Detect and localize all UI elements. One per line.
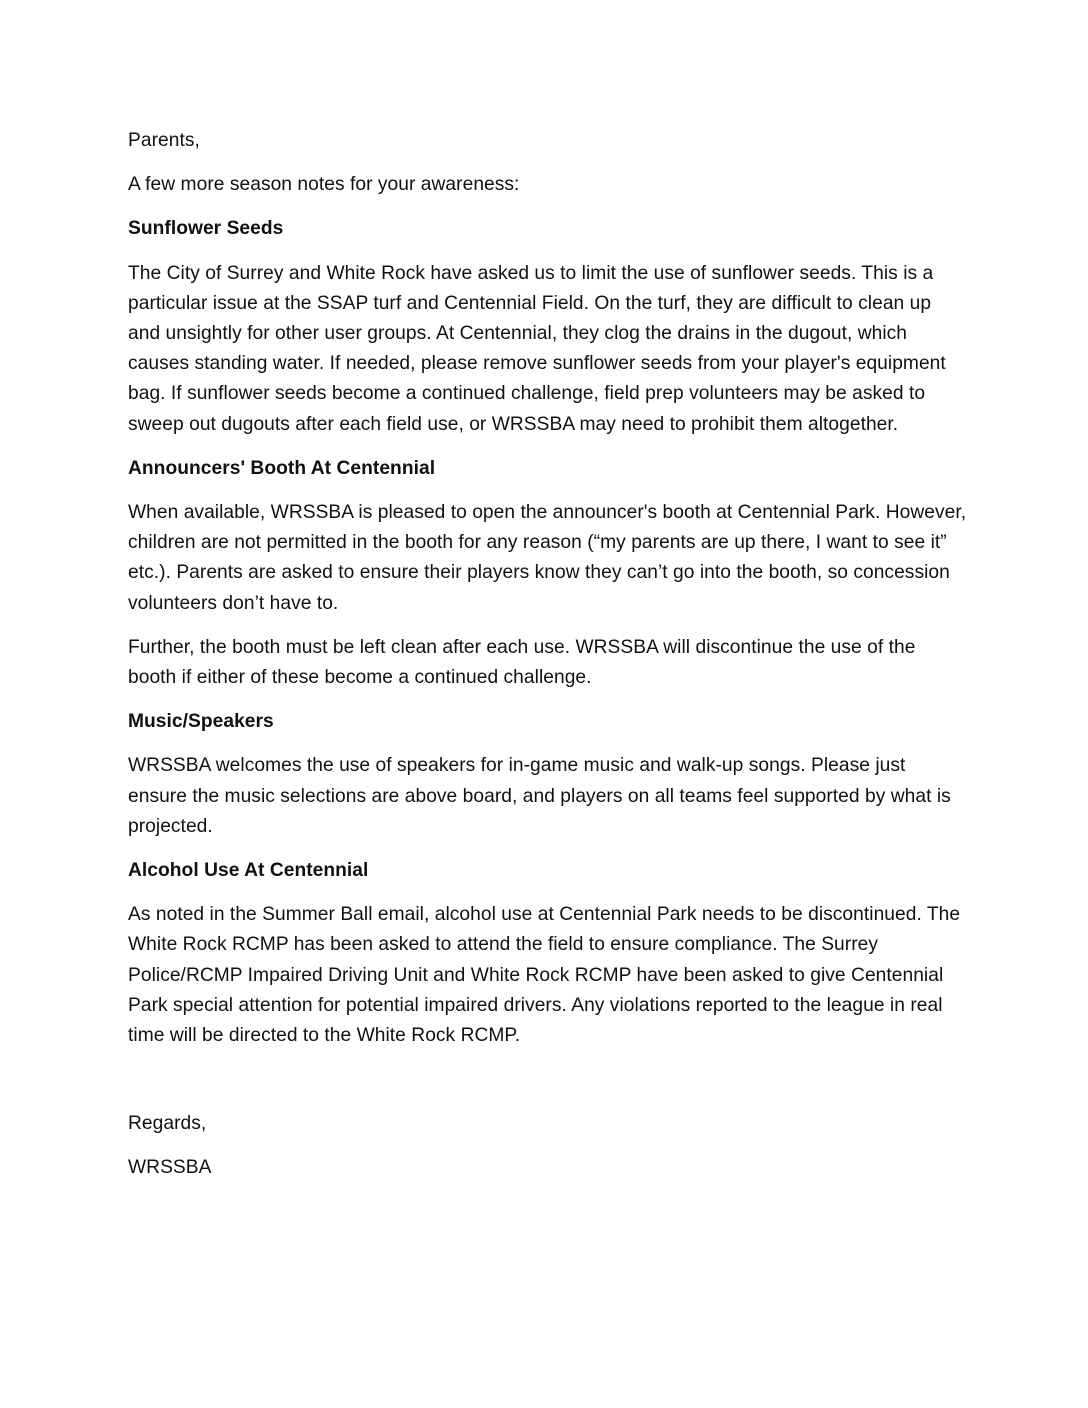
paragraph-music-speakers: WRSSBA welcomes the use of speakers for in-game music and walk-up songs. Please just ensure the music selections are above board, and players on all teams feel supported by what is projected. [128,755,951,837]
paragraph-alcohol-use: As noted in the Summer Ball email, alcohol use at Centennial Park needs to be discontinued. The White Rock RCMP has been asked to attend the field to ensure compliance. The Surrey Police/RCMP Impaired Driving Unit and White Rock RCMP have been asked to give Centennial Park special attention for potential impaired drivers. Any violations reported to the league in real time will be directed to the White Rock RCMP. [128,904,961,1047]
section-heading-announcers-booth: Announcers' Booth At Centennial [128,457,436,479]
section-heading-sunflower-seeds: Sunflower Seeds [128,218,284,240]
salutation: Parents, [128,130,200,151]
closing: Regards, [128,1113,207,1135]
blank-space [128,1065,968,1109]
paragraph-announcers-booth-2: Further, the booth must be left clean after each use. WRSSBA will discontinue the use of the booth if either of these become a continued challenge. [128,636,916,689]
signature: WRSSBA [128,1157,212,1179]
letter-body [128,126,968,1198]
paragraph-sunflower-seeds: The City of Surrey and White Rock have asked us to limit the use of sunflower seeds. This is a particular issue at the SSAP turf and Centennial Field. On the turf, they are difficult to clean up and unsightly for other user groups. At Centennial, they clog the drains in the dugout, which causes standing water. If needed, please remove sunflower seeds from your player's equipment bag. If sunflower seeds become a continued challenge, field prep volunteers may be asked to sweep out dugouts after each field use, or WRSSBA may need to prohibit them altogether. [128,262,946,435]
paragraph-announcers-booth-1: When available, WRSSBA is pleased to open the announcer's booth at Centennial Park. However, children are not permitted in the booth for any reason (“my parents are up there, I want to see it” etc.). Parents are asked to ensure their players know they can’t go into the booth, so concession volunteers don’t have to. [128,502,967,614]
section-heading-alcohol-use: Alcohol Use At Centennial [128,860,369,882]
section-heading-music-speakers: Music/Speakers [128,711,274,733]
intro-text: A few more season notes for your awareness: [128,174,520,196]
